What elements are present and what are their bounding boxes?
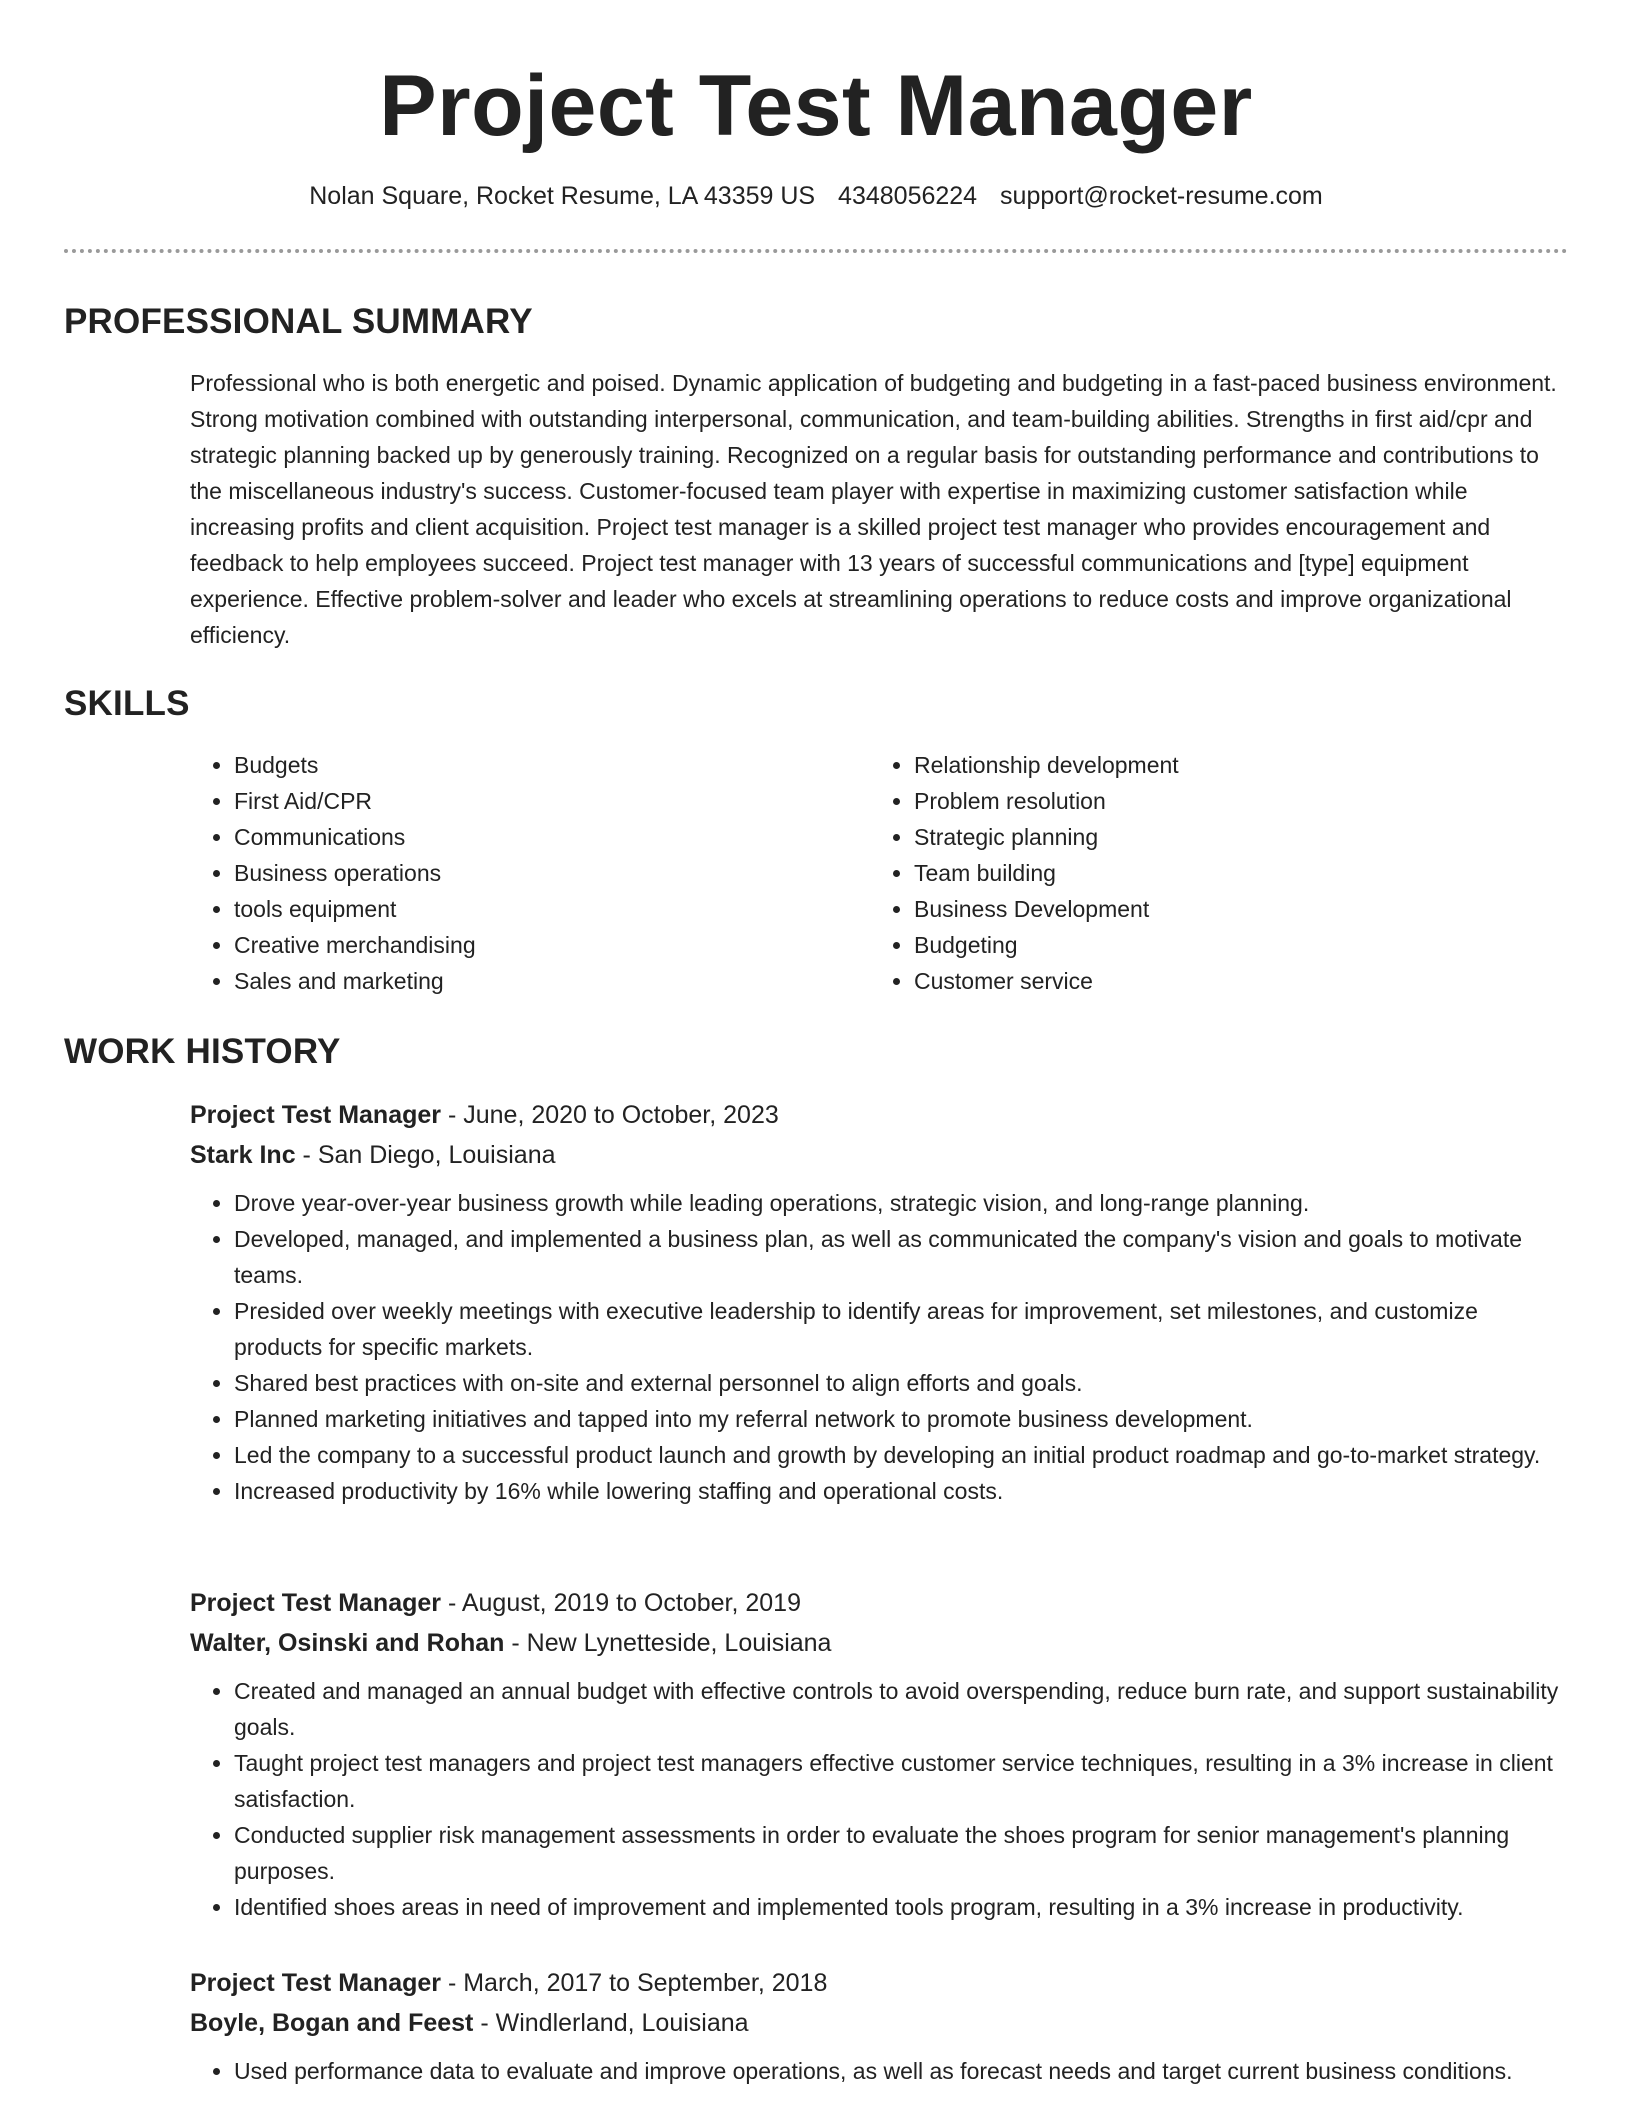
skill-item: • Problem resolution [914, 783, 1550, 819]
section-title-summary: PROFESSIONAL SUMMARY [64, 302, 533, 341]
skill-item: • Creative merchandising [234, 927, 870, 963]
job-dates: - June, 2020 to October, 2023 [441, 1101, 779, 1129]
job-bullet: • Led the company to a successful product launch and growth by developing an initial product roadmap and go-to-market strategy. [234, 1437, 1568, 1473]
job-location: - New Lynetteside, Louisiana [504, 1629, 832, 1657]
job-company-line [190, 1135, 1568, 1175]
skills-column-right [870, 747, 1550, 999]
job-company: Stark Inc [190, 1141, 296, 1169]
job-entry [190, 1583, 1568, 1925]
skill-item: • Communications [234, 819, 870, 855]
job-bullets [190, 2053, 1568, 2089]
skills-column-left [190, 747, 870, 999]
job-location: - Windlerland, Louisiana [473, 2009, 749, 2037]
header-divider [64, 249, 1568, 253]
job-bullet: • Conducted supplier risk management assessments in order to evaluate the shoes program for senior management's planning purposes. [234, 1817, 1568, 1889]
job-entry [190, 1963, 1568, 2089]
job-entry [190, 1095, 1568, 1509]
job-role: Project Test Manager [190, 1589, 442, 1617]
section-title-skills: SKILLS [64, 684, 190, 723]
job-location: - San Diego, Louisiana [295, 1141, 556, 1169]
job-role: Project Test Manager [190, 1969, 442, 1997]
job-title-line [190, 1583, 1568, 1623]
job-bullet: • Used performance data to evaluate and improve operations, as well as forecast needs and target current business conditions. [234, 2053, 1568, 2089]
job-dates: - March, 2017 to September, 2018 [441, 1969, 828, 1997]
job-bullet: • Shared best practices with on-site and external personnel to align efforts and goals. [234, 1365, 1568, 1401]
skill-item: • Business operations [234, 855, 870, 891]
job-bullet: • Planned marketing initiatives and tapped into my referral network to promote business development. [234, 1401, 1568, 1437]
contact-phone: 4348056224 [838, 182, 978, 210]
skill-item: • Business Development [914, 891, 1550, 927]
skill-item: • tools equipment [234, 891, 870, 927]
summary-text: Professional who is both energetic and poised. Dynamic application of budgeting and budgeting in a fast-paced business environment. Strong motivation combined with outstanding interpersonal, communication, and team-building abilities. Strengths in first aid/cpr and strategic planning backed up by generously training. Recognized on a regular basis for outstanding performance and contributions to the miscellaneous industry's success. Customer-focused team player with expertise in maximizing customer satisfaction while increasing profits and client acquisition. Project test manager is a skilled project test manager who provides encouragement and feedback to help employees succeed. Project test manager with 13 years of successful communications and [type] equipment experience. Effective problem-solver and leader who excels at streamlining operations to reduce costs and improve organizational efficiency. [190, 370, 1557, 648]
job-company-line [190, 1623, 1568, 1663]
job-company: Boyle, Bogan and Feest [190, 2009, 474, 2037]
skill-item: • Team building [914, 855, 1550, 891]
resume-page [64, 0, 1568, 2084]
contact-address: Nolan Square, Rocket Resume, LA 43359 US [309, 182, 816, 210]
job-bullet: • Drove year-over-year business growth while leading operations, strategic vision, and long-range planning. [234, 1185, 1568, 1221]
skill-item: • Customer service [914, 963, 1550, 999]
section-title-work-history: WORK HISTORY [64, 1032, 341, 1071]
job-title-line [190, 1095, 1568, 1135]
skill-item: • Sales and marketing [234, 963, 870, 999]
resume-name: Project Test Manager [379, 58, 1253, 154]
contact-email: support@rocket-resume.com [1000, 182, 1323, 210]
job-bullets [190, 1185, 1568, 1509]
job-company-line [190, 2003, 1568, 2043]
job-dates: - August, 2019 to October, 2019 [441, 1589, 801, 1617]
skill-item: • Strategic planning [914, 819, 1550, 855]
job-bullet: • Taught project test managers and project test managers effective customer service techniques, resulting in a 3% increase in client satisfaction. [234, 1745, 1568, 1817]
job-title-line [190, 1963, 1568, 2003]
job-bullet: • Presided over weekly meetings with executive leadership to identify areas for improvement, set milestones, and customize products for specific markets. [234, 1293, 1568, 1365]
job-role: Project Test Manager [190, 1101, 442, 1129]
contact-line [64, 180, 1568, 212]
skill-item: • Relationship development [914, 747, 1550, 783]
skill-item: • First Aid/CPR [234, 783, 870, 819]
skill-item: • Budgeting [914, 927, 1550, 963]
job-bullet: • Developed, managed, and implemented a business plan, as well as communicated the company's vision and goals to motivate teams. [234, 1221, 1568, 1293]
job-bullet: • Created and managed an annual budget with effective controls to avoid overspending, reduce burn rate, and support sustainability goals. [234, 1673, 1568, 1745]
skills-list [190, 747, 1568, 999]
job-bullet: • Increased productivity by 16% while lowering staffing and operational costs. [234, 1473, 1568, 1509]
job-bullets [190, 1673, 1568, 1925]
job-company: Walter, Osinski and Rohan [190, 1629, 505, 1657]
job-bullet: • Identified shoes areas in need of improvement and implemented tools program, resulting in a 3% increase in productivity. [234, 1889, 1568, 1925]
skill-item: • Budgets [234, 747, 870, 783]
